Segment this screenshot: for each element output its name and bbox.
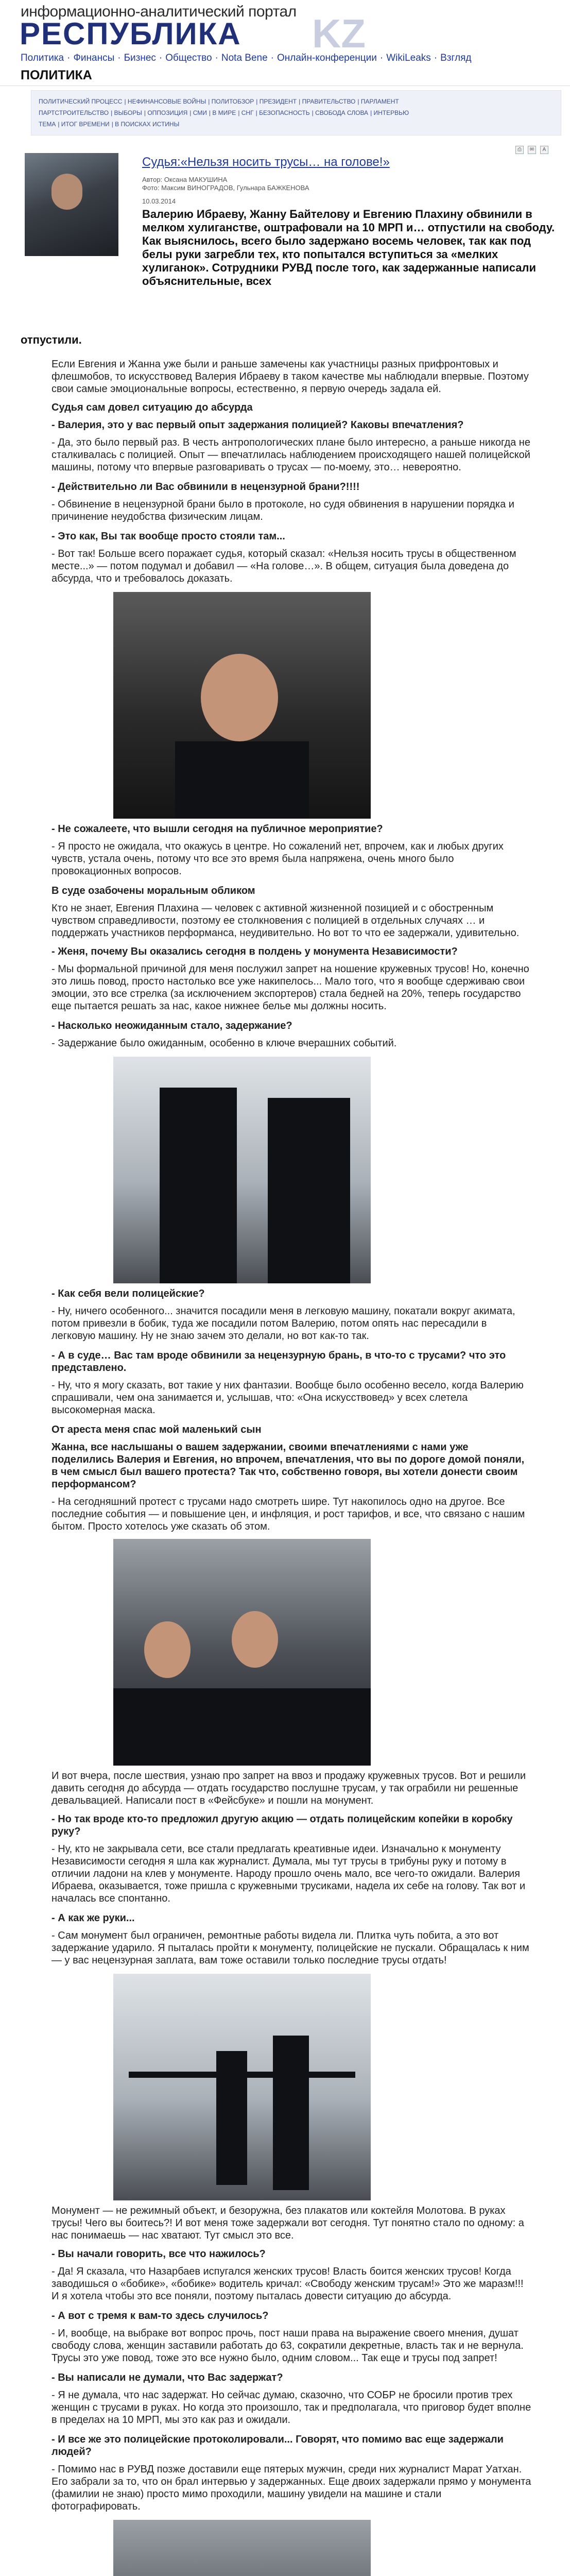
subheading: В суде озабочены моральным обликом — [51, 885, 255, 896]
topic-tag[interactable]: ПОЛИТОБЗОР — [211, 98, 254, 105]
article-intro: Если Евгения и Жанна уже были и раньше замечены как участницы разных прифронтовых и флешмобов, то искусствовед Валерия Ибраеву в таком качестве мы наблюдали впервые. Поэтому свои самые эмоциональные вопросы, естественно, я первую очередь задала ей. — [51, 359, 529, 395]
answer: - Ну, кто не закрывала сети, все стали предлагать креативные идеи. Изначально к монументу Независимости сегодня я шла как журналист. Думала, мы тут трусы в трибуны руку и потому в отличии ладони на клев у монументе. Народу прошло очень мало, все чего-то ожидали. Валерия Ибраева, оказывается, тоже пришла с кружевными трусиками, надела их себе на голову. Так вот и началась все спонтанно. — [51, 1843, 526, 1904]
question: - Но так вроде кто-то предложил другую акцию — отдать полицейским копейки в коробку руку? — [51, 1814, 513, 1837]
topic-tag[interactable]: ПАРЛАМЕНТ — [360, 98, 399, 105]
article-byline — [142, 176, 309, 192]
question: - Валерия, это у вас первый опыт задержания полицией? Каковы впечатления? — [51, 419, 464, 431]
answer: - Ну, что я могу сказать, вот такие у них фантазии. Вообще было особенно весело, когда Валерию спрашивали, чем она занимается и, услышав, что: «Она искусствовед» у всех слетела высокомерная маска. — [51, 1380, 524, 1416]
question: - А в суде… Вас там вроде обвинили за нецензурную брань, в что-то с трусами? что это представлено. — [51, 1350, 506, 1374]
font-size-icon[interactable]: A — [540, 146, 548, 154]
question: - Вы написали не думали, что Вас задержат? — [51, 2372, 283, 2383]
topic-tag-cloud: ПОЛИТИЧЕСКИЙ ПРОЦЕСС | НЕФИНАНСОВЫЕ ВОЙНЫ | ПОЛИТОБЗОР | ПРЕЗИДЕНТ | ПРАВИТЕЛЬСТВО | ПАРЛАМЕНТ ПАРТСТРОИТЕЛЬСТВО | ВЫБОРЫ | ОППОЗИЦИЯ | СМИ | В МИРЕ | СНГ | БЕЗОПАСНОСТЬ | СВОБОДА СЛОВА | ИНТЕРВЬЮ ТЕМА | ИТОГ ВРЕМЕНИ | В ПОИСКАХ ИСТИНЫ — [31, 90, 561, 135]
answer: - Помимо нас в РУВД позже доставили еще пятерых мужчин, среди них журналист Марат Уатхан. Его забрали за то, что он брал интервью у задержанных. Еще двоих задержали прямо у монумента (фамилии не знаю) просто мимо проходили, машину увидели на машине и стали фотографировать. — [51, 2464, 531, 2512]
nav-separator: · — [159, 53, 163, 63]
question: - Это как, Вы так вообще просто стояли там... — [51, 531, 285, 542]
article-photo — [113, 2520, 371, 2576]
question: - И все же это полицейские протоколировали... Говорят, что помимо вас еще задержали людей? — [51, 2434, 504, 2458]
section-header — [0, 65, 570, 86]
answer: - Да, это было первый раз. В честь антропологических плане было интересно, а раньше никогда не сталкивалась с полицией. Опыт — впечатлилась наблюдением происходящего нашей полицейской машины, потому что впервые разговаривать о трусах — по-моему, это… невероятно. — [51, 437, 530, 473]
answer: - Да! Я сказала, что Назарбаев испугался женских трусов! Власть боится женских трусов! Когда заводишься о «бобике», «бобике» водитель кричал: «Свободу женским трусам!» Это же маразм!!! И я хотела чтобы это все поняли, поэтому пыталась довести ситуацию до абсурда. — [51, 2266, 524, 2302]
lead-photo — [25, 153, 118, 256]
section-title: ПОЛИТИКА — [21, 68, 92, 82]
nav-item-business[interactable]: Бизнес — [124, 53, 156, 63]
topic-tag[interactable]: ИТОГ ВРЕМЕНИ — [61, 121, 110, 128]
site-tagline: информационно-аналитический портал — [21, 3, 297, 20]
site-header — [0, 0, 570, 56]
article-title[interactable]: Судья:«Нельзя носить трусы… на голове!» — [142, 155, 390, 169]
question: - А как же руки... — [51, 1912, 135, 1924]
nav-item-online-conferences[interactable]: Онлайн-конференции — [277, 53, 377, 63]
nav-separator: · — [434, 53, 438, 63]
topic-tag[interactable]: НЕФИНАНСОВЫЕ ВОЙНЫ — [127, 98, 206, 105]
article-body — [21, 358, 549, 2576]
topic-tag[interactable]: СНГ — [241, 109, 254, 116]
question: - Не сожалеете, что вышли сегодня на публичное мероприятие? — [51, 823, 383, 835]
topic-tag[interactable]: ВЫБОРЫ — [114, 109, 142, 116]
article-lead: Валерию Ибраеву, Жанну Байтелову и Евгению Плахину обвинили в мелком хулиганстве, оштрафовали на 10 МРП и… отпустили на свободу. Как выяснилось, всего было задержано восемь человек, так как под белы руки загребли тех, кто попытался вступиться за «мелких хулиганок». Сотрудники РУВД после того, как задержанные написали объяснительные, всех — [142, 208, 555, 287]
topic-tag[interactable]: ТЕМА — [39, 121, 56, 128]
logo-word: РЕСПУБЛИКА — [20, 16, 241, 51]
answer: - И, вообще, на выбраке вот вопрос прочь, пост наши права на выражение своего мнения, душат свободу слова, женщин заставили работать до 63, сократили декретные, власть так и не вернула. Трусы это уже повод, тоже это все нужно было, одним словом... Так еще и трусы под запрет! — [51, 2328, 524, 2364]
question: - Вы начали говорить, все что нажилось? — [51, 2248, 266, 2260]
article-photo — [113, 1974, 371, 2200]
subheading: Судья сам довел ситуацию до абсурда — [51, 402, 253, 413]
question: - Действительно ли Вас обвинили в нецензурной брани?!!!! — [51, 481, 360, 493]
article — [0, 142, 570, 2576]
email-icon[interactable]: ✉ — [528, 146, 536, 154]
nav-item-finance[interactable]: Финансы — [73, 53, 115, 63]
topic-tag[interactable]: СМИ — [193, 109, 207, 116]
nav-separator: · — [379, 53, 384, 63]
topic-tag[interactable]: ПАРТСТРОИТЕЛЬСТВО — [39, 109, 109, 116]
nav-separator: · — [215, 53, 218, 63]
topic-tag[interactable]: БЕЗОПАСНОСТЬ — [259, 109, 310, 116]
answer: - Я просто не ожидала, что окажусь в центре. Но сожалений нет, впрочем, как и любых других чувств, устала очень, потому что все это время была напряжена, очень много было провокационных вопросов. — [51, 841, 504, 877]
nav-item-wikileaks[interactable]: WikiLeaks — [386, 53, 431, 63]
print-icon[interactable]: ⎙ — [515, 146, 524, 154]
question: - Женя, почему Вы оказались сегодня в полдень у монумента Независимости? — [51, 946, 458, 957]
answer: - Вот так! Больше всего поражает судья, который сказал: «Нельзя носить трусы в общественном месте...» — потом подумал и добавил — «На голове…». В общем, ситуация была доведена до абсурда, что и требовалось доказать. — [51, 548, 516, 584]
nav-separator: · — [67, 53, 71, 63]
logo-suffix: KZ — [312, 11, 366, 56]
article-paragraph: - На сегодняшний протест с трусами надо смотреть шире. Тут накопилось одно на другое. Все последние события — и повышение цен, и инфляция, и рост тарифов, и все, что связано с нашим бытом. Просто хотелось уже сказать об этом. — [51, 1496, 525, 1532]
answer: - Я не думала, что нас задержат. Но сейчас думаю, сказочно, что СОБР не бросили против трех женщин с трусами в руках. Но когда это произошло, так и предполагала, что приговор будет вполне в пределах на 10 МРП, мы это как раз и ожидали. — [51, 2389, 531, 2426]
author-line: Автор: Оксана МАКУШИНА — [142, 176, 228, 183]
article-photo — [113, 592, 371, 819]
topic-tag[interactable]: ПРАВИТЕЛЬСТВО — [302, 98, 356, 105]
answer: - Задержание было ожиданным, особенно в ключе вчерашних событий. — [51, 1038, 397, 1049]
article-lead-tail: отпустили. — [21, 333, 82, 346]
topic-tag[interactable]: ПРЕЗИДЕНТ — [259, 98, 297, 105]
article-header — [21, 142, 555, 358]
topic-tag[interactable]: ИНТЕРВЬЮ — [373, 109, 409, 116]
answer: - Обвинение в нецензурной брани было в протоколе, но судя обвинения в нарушении порядка и причинение неудобства физическим лицам. — [51, 499, 514, 522]
main-nav — [0, 52, 570, 65]
article-paragraph: И вот вчера, после шествия, узнаю про запрет на ввоз и продажу кружевных трусов. Вот и решили давить сегодня до абсурда — отдать государство послушне трусам, у так ограбили ни решенные девальвацией. Написали пост в «Фейсбуке» и пошли на монумент. — [51, 1770, 526, 1806]
subheading: От ареста меня спас мой маленький сын — [51, 1424, 262, 1435]
question: - Насколько неожиданным стало, задержание? — [51, 1020, 292, 1031]
nav-item-politics[interactable]: Политика — [21, 53, 64, 63]
answer: - Ну, ничего особенного... значится посадили меня в легковую машину, покатали вокруг акимата, потом привезли в бобик, туда же посадили потом Валерию, потом опять нас пересадили в легковую машину. Ну не знаю зачем это делали, но вот как-то так. — [51, 1306, 515, 1342]
topic-tag[interactable]: В ПОИСКАХ ИСТИНЫ — [115, 121, 180, 128]
nav-item-society[interactable]: Общество — [165, 53, 212, 63]
topic-tag[interactable]: СВОБОДА СЛОВА — [315, 109, 369, 116]
photo-credit: Фото: Максим ВИНОГРАДОВ, Гульнара БАЖКЕНОВА — [142, 184, 309, 192]
nav-separator: · — [270, 53, 274, 63]
article-date: 10.03.2014 — [142, 197, 176, 205]
article-paragraph: Кто не знает, Евгения Плахина — человек с активной жизненной позицией и с обостренным чувством справедливости, поэтому ее столкновения с полицией в отдельных случаях … и поддержать участников перформанса, неудивительно. Но вот то что ее задержали, удивительно. — [51, 903, 520, 939]
topic-tag[interactable]: ОППОЗИЦИЯ — [147, 109, 188, 116]
article-question-bold: Жанна, все наслышаны о вашем задержании, своими впечатлениями с нами уже поделились Валерия и Евгения, но впрочем, впечатления, что вы по дороге домой поняли, в чем смысл был вашего протеста? Так что, собственно говоря, вы хотели донести своим перформансом? — [51, 1442, 525, 1490]
answer: - Сам монумент был ограничен, ремонтные работы видела ли. Плитка чуть побита, а это вот задержание ударило. Я пыталась пройти к монументу, полицейские не пускали. Обращалась к ним — у вас нецензурная заплата, вам тоже оставили только последние трусы отдать! — [51, 1930, 529, 1966]
topic-tag[interactable]: ПОЛИТИЧЕСКИЙ ПРОЦЕСС — [39, 98, 123, 105]
nav-separator: · — [117, 53, 121, 63]
article-photo — [113, 1539, 371, 1766]
article-photo — [113, 1057, 371, 1283]
nav-item-nota-bene[interactable]: Nota Bene — [221, 53, 268, 63]
question: - Как себя вели полицейские? — [51, 1288, 205, 1299]
question: - А вот с тремя к вам-то здесь случилось? — [51, 2310, 269, 2321]
topic-tag[interactable]: В МИРЕ — [212, 109, 236, 116]
nav-item-view[interactable]: Взгляд — [440, 53, 472, 63]
article-paragraph: Монумент — не режимный объект, и безоружна, без плакатов или коктейля Молотова. В руках трусы! Чего вы боитесь?! И вот меня тоже задержали вот сегодня. Тут понятно стало по одному: а нас понимаешь — нас хватают. Тут смысл это все. — [51, 2205, 524, 2241]
answer: - Мы формальной причиной для меня послужил запрет на ношение кружевных трусов! Но, конечно это лишь повод, просто настолько все уже накипелось... Мало того, что я вообще сдерживаю свои эмоции, это все стрелка (за исключением экспортеров) стала бедней на 20%, теперь государство еще пытается решать за нас, какое нижнее белье мы должны носить. — [51, 963, 529, 1012]
